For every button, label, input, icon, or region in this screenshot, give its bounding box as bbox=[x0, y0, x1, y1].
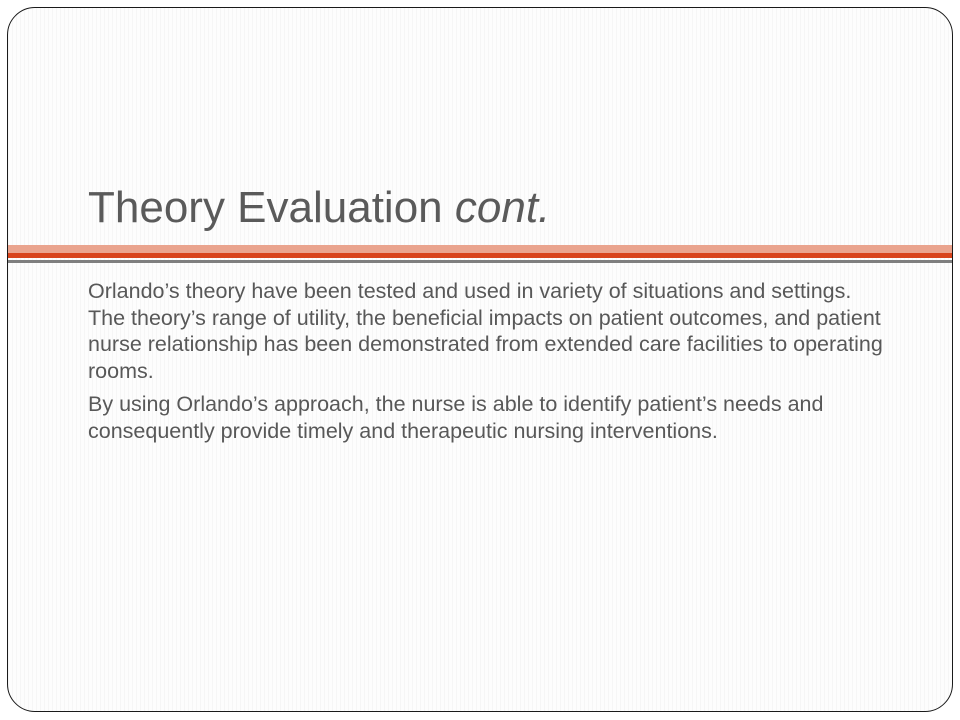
body-paragraph-1: Orlando’s theory have been tested and used in variety of situations and settings. The theory’s range of utility, the beneficial impacts on patient outcomes, and patient nurse relationship has been demonstrated from extended care facilities to operating rooms. bbox=[88, 279, 883, 383]
slide-body bbox=[88, 278, 888, 451]
title-divider-dark bbox=[8, 253, 953, 258]
slide-title bbox=[88, 178, 550, 238]
body-paragraph-2: By using Orlando’s approach, the nurse is able to identify patient’s needs and consequently provide timely and therapeutic nursing interventions. bbox=[88, 392, 824, 443]
slide-title-main: Theory Evaluation bbox=[88, 183, 455, 232]
title-divider-light bbox=[8, 245, 953, 253]
title-divider-grey bbox=[8, 260, 953, 263]
slide-panel bbox=[7, 7, 953, 712]
slide-title-italic: cont. bbox=[454, 183, 551, 232]
